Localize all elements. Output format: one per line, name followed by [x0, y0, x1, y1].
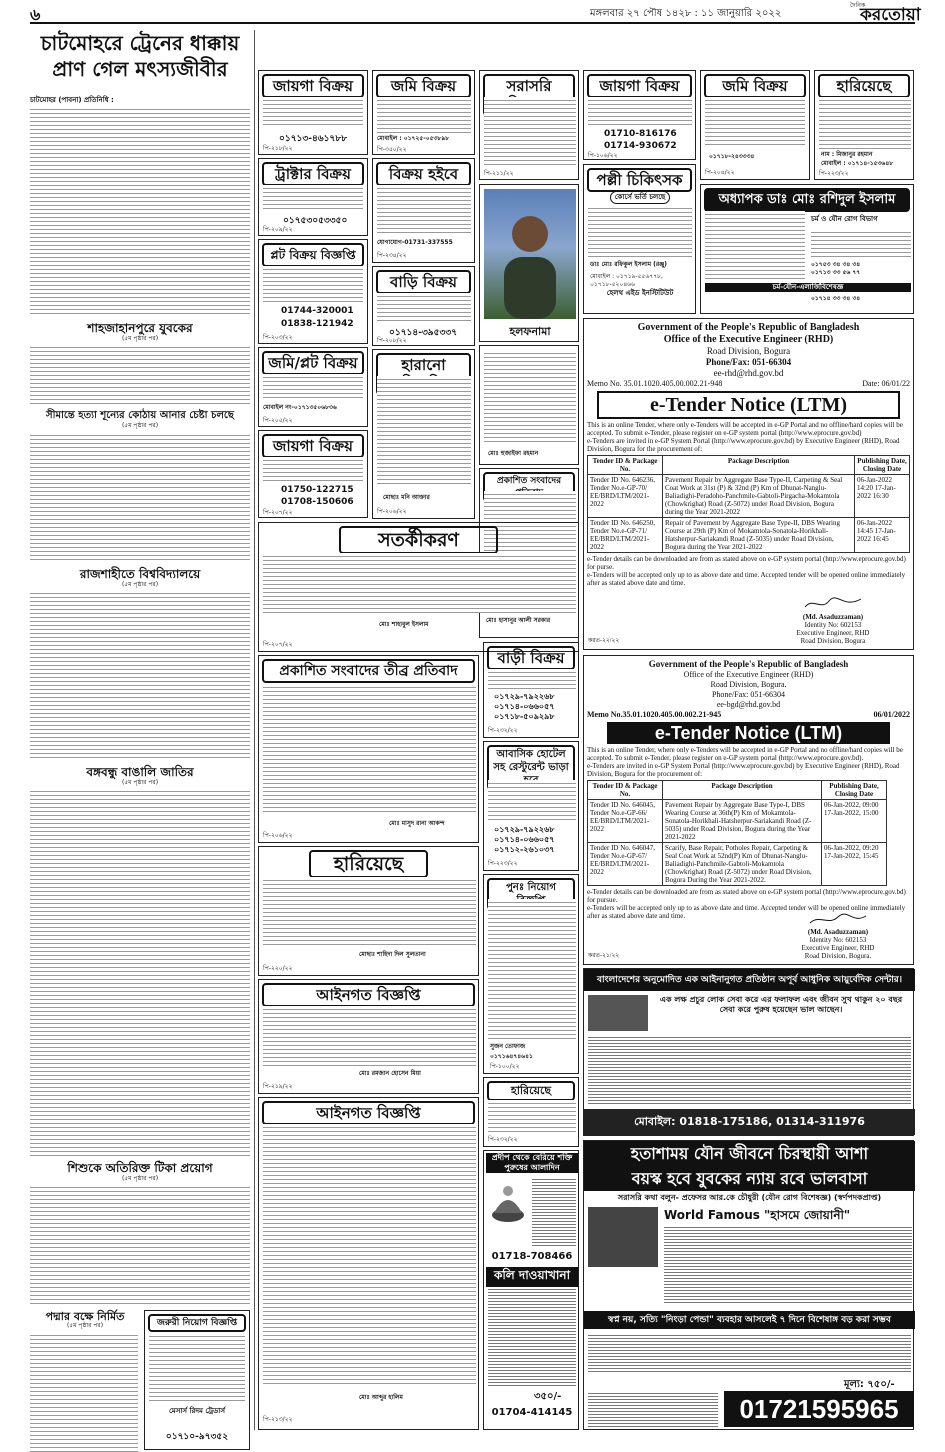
tender-2-intro: This is an online Tender, where only e-Tenders will be accepted in e-GP Portal and no offline/hard copies will be accepted. To submit e-Tender, please register on e-GP system portal (http://www.eprocure.gov.bd). [587, 746, 903, 762]
legal-notice-ad-2 [258, 1097, 479, 1430]
affidavit-photo [484, 189, 576, 319]
land-sale-3-body [263, 457, 363, 483]
land-sale-3-ref: পি-২০৭/২২ [263, 509, 293, 516]
professor-phone-1: ০১৭৫৩ ৩৪ ৩৪ ৩৪ [811, 261, 861, 268]
house-sale-ad-2 [483, 642, 579, 738]
urgent-recruitment-phone: ০১৭১০-৯৭৩৫২ [165, 1432, 229, 1442]
legal-2-title: আইনগত বিজ্ঞপ্তি [262, 1101, 475, 1125]
land-sale-ad-1 [258, 70, 368, 155]
page-header [30, 0, 921, 25]
ayurvedic-photo [588, 995, 648, 1031]
hotel-rent-ad [483, 741, 579, 871]
legal-1-body [263, 1006, 476, 1066]
ayurvedic-body [588, 1035, 911, 1105]
house-sale-2-phone-2: ০১৭১৪-০৬৬০৫৭ [494, 702, 555, 711]
re-recruitment-ad [483, 874, 579, 1074]
legal-notice-ad-1 [258, 979, 479, 1094]
sale-notice-ad [372, 158, 475, 263]
missing-1-ref: পি-২২৩/২২ [819, 170, 849, 177]
land-sale-4-phone-2: 01714-930672 [604, 141, 677, 151]
tender-1-foot-2: e-Tenders will be accepted only up to as above date and time. Accepted tender will be opened online immediately after as stated above date and time. [587, 571, 906, 587]
rural-doctor-ad [583, 164, 696, 314]
tender-2-signer: (Md. Asaduzzaman) [807, 928, 869, 936]
rural-doctor-name: ডাঃ মোঃ রফিকুল ইসলাম (রঞ্জু) [590, 261, 668, 268]
legal-2-ref: পি-২১৩/২২ [263, 1416, 293, 1423]
professor-clinic: চর্ম-যৌন-এলার্জিবিশেষজ্ঞ [705, 283, 911, 292]
lead-body [30, 106, 250, 316]
plot-sale-ref: পি-২০৩/২২ [263, 334, 293, 341]
land-plot-sale-body [263, 374, 363, 400]
warning-notice-ad [258, 522, 579, 652]
padma-headline: পদ্মার বক্ষে নির্মিত [45, 1310, 125, 1323]
tender-2-signer-title: Executive Engineer, RHD [801, 944, 875, 952]
shahjahanpur-body [30, 344, 250, 404]
lead-byline: চাটমোহর (পাবনা) প্রতিনিধি : [30, 96, 114, 104]
simanta-cont: (৫ম পৃষ্ঠার পর) [121, 422, 159, 429]
tender-2-col-date: Publishing Date, Closing Date [822, 781, 887, 800]
big-ad-photo [588, 1207, 658, 1267]
direct-recruitment-body [484, 97, 576, 167]
tender-1-signer-id: Identity No: 602153 [804, 621, 862, 629]
missing-2-ref: পি-২২০/২২ [263, 965, 293, 972]
ayurvedic-ad [583, 968, 914, 1136]
rural-doctor-phone: মোবাইল : ০১৭১৯-৫৫৬৭৭৮, ০১৭১৮-৫২০৪৬৬ [590, 273, 663, 288]
big-ad-brand: World Famous "হাসমে জোয়ানী" [664, 1208, 851, 1222]
tender-2-phone: Phone/Fax: 051-66304 [711, 690, 786, 699]
pharmacy-price: ৩৫০/- [534, 1391, 562, 1402]
land-sale-2-phone: মোবাইল : ০১৭২৫-০৫৩৮৯৮ [377, 135, 450, 142]
sale-notice-body [377, 185, 471, 235]
tender-1-ref: করত-২২/২২ [588, 638, 620, 644]
missing-3-body [488, 1100, 576, 1132]
table-row [588, 518, 910, 553]
tender-2-col-desc: Package Description [663, 781, 822, 800]
rajshahi-body [30, 590, 250, 760]
tender-1-row-2-date: 06-Jan-2022 14:45 17-Jan-2022 16:45 [855, 518, 910, 553]
tender-1-intro: This is an online Tender, where only e-Tenders will be accepted in e-GP Portal and no offline/hard copies will be accepted. To submit e-Tender, please register on e-GP system portal (http://www.eprocure.gov.bd) [587, 421, 903, 437]
affidavit-text-ad [479, 345, 579, 465]
hotel-rent-ref: পি-২২৩/২২ [488, 860, 518, 867]
land-sale-5-title: জমি বিক্রয় [704, 74, 806, 98]
missing-2-signer: মোছাঃ শাহিদা দিল সুলতানা [359, 951, 426, 958]
land-sale-4-body [588, 97, 692, 127]
land-sale-4-phone-1: 01710-816176 [604, 129, 677, 139]
affidavit-body [484, 350, 576, 442]
tender-1-header-row [588, 456, 910, 475]
person-photo-icon [484, 189, 576, 319]
tender-1-col-date: Publishing Date, Closing Date [855, 456, 910, 475]
tractor-sale-ref: পি-২০৯/২২ [263, 226, 293, 233]
missing-notice-ad-2 [258, 846, 479, 976]
urgent-recruitment-ad [144, 1310, 250, 1450]
land-sale-ad-2 [372, 70, 475, 155]
land-sale-4-ref: পি-১০৬/২২ [588, 152, 618, 159]
pharmacy-phone-2: 01704-414145 [491, 1407, 573, 1418]
tender-2-office: Office of the Executive Engineer (RHD) [683, 670, 814, 679]
signature-icon [803, 597, 863, 611]
page-number: ৬ [30, 5, 41, 24]
tender-1-signer-title: Executive Engineer, RHD [796, 629, 870, 637]
bangabandhu-body [30, 788, 250, 1156]
tender-2-intro-2: e-Tenders are invited in e-GP System Portal (http://www.eprocure.gov.bd) by Executive Engineer (RHD), Road Division, Bogura for the procurement of: [587, 762, 900, 778]
tender-2-memo: Memo No.35.01.1020.405.00.002.21-945 [587, 710, 722, 719]
sale-notice-title: বিক্রয় হইবে [376, 162, 471, 186]
land-sale-5-phone: ০১৭১৮-২৪৩৩৩৪ [709, 153, 755, 160]
lost-notice-ref: পি-২০৬/২২ [377, 508, 407, 515]
pharmacy-lamp-title: প্রদীপ থেকে বেরিয়ে শক্তি পুরুষের আলাদিন [486, 1153, 578, 1173]
tender-2-row-2-date: 06-Jan-2022, 09:20 17-Jan-2022, 15:45 [822, 843, 887, 886]
tender-1-gov: Government of the People's Republic of Bangladesh [637, 322, 860, 333]
house-sale-2-title: বাড়ী বিক্রয় [487, 646, 575, 670]
tender-2-foot-1: e-Tender details can be downloaded are from as stated above on e-GP system portal (http://www.eprocure.gov.bd) for pursue. [587, 888, 906, 904]
tender-2-gov: Government of the People's Republic of Bangladesh [648, 659, 849, 669]
tender-2-table [587, 780, 887, 886]
tractor-sale-body [263, 185, 363, 209]
tender-1-row-2-desc: Repair of Pavement by Aggregate Base Type-II, DBS Wearing Course at 29th (P) Km of Mokamtola-Sonatola-Horikhali-Hatsherpur-Sariakandi Road (Z-5035) under Road Division, Bogura during the Year 2021-2022 [663, 518, 855, 553]
plot-sale-phone-1: 01744-320001 [281, 306, 354, 316]
sale-notice-phone: যোগাযোগ-01731-337555 [377, 239, 453, 246]
lamp-icon [488, 1177, 528, 1227]
plot-sale-body [263, 266, 363, 302]
tender-1-row-1-desc: Pavement Repair by Aggregate Base Type-II, Carpeting & Seal Coat Work at 31st (P) & 32nd (P) Km of Dhunat-Nanglu-Baliadighi-Peradoho-Panchmile-Gabtoli-Pirgacha-Mokamtola (Chowkrighat) Road (Z-5072) under Road Division, Bogura during the Year 2021-2022 [663, 475, 855, 518]
tender-2-row-2-id: Tender ID No. 646047, Tender No.e-GP-67/ EE/BRD/LTM/2021-2022 [588, 843, 663, 886]
house-sale-1-phone: ০১৭১৪-৩৯৫৩৩৭ [389, 328, 458, 338]
tender-1-email: ee-rhd@rhd.gov.bd [713, 368, 784, 378]
tender-1-title: e-Tender Notice (LTM) [597, 391, 900, 419]
land-sale-ad-4 [583, 70, 696, 160]
house-sale-1-body [377, 293, 471, 323]
land-sale-5-ref: পি-২০৪/২২ [705, 169, 735, 176]
missing-3-title: হারিয়েছে [487, 1081, 575, 1101]
tender-1-col-id: Tender ID & Package No. [588, 456, 663, 475]
re-recruitment-ref: পি-১০০/২২ [490, 1063, 520, 1070]
house-sale-ad-1 [372, 266, 475, 346]
missing-3-ref: পি-২৩২/২২ [488, 1136, 518, 1143]
land-sale-1-phone: ০১৭১৩-৪৬১৭৮৮ [279, 134, 348, 144]
land-sale-3-phone-2: 01708-150606 [281, 497, 354, 507]
simanta-headline: সীমান্তে হত্যা শূন্যের কোঠায় আনার চেষ্টা চলছে [46, 410, 234, 421]
tender-2-signature-block [773, 914, 903, 960]
house-sale-2-phone-1: ০১৭২৯-৭৯২২৬৮ [494, 692, 555, 701]
big-ad-strip: স্বপ্ন নয়, সত্যি "নিংড়া পেন্ডা" ব্যবহার আসলেই ৭ দিনে বিশেষাঙ্গ বড় করা সম্ভব [584, 1311, 915, 1329]
missing-notice-ad-3 [483, 1077, 579, 1147]
rural-doctor-title: পল্লী চিকিৎসক [587, 168, 692, 192]
tender-2-memo-row [587, 710, 910, 720]
tractor-sale-phone: ০১৭৫৩০৫৩৩৫০ [283, 216, 348, 226]
legal-1-ref: পি-২১৯/২২ [263, 1083, 293, 1090]
ayurvedic-sub: এক লক্ষ প্রচুর লোক সেবা করে এর ফলাফল এবং জীবন সুখ থাকুন ২০ বছর সেবা করে পুরুষ হয়েছেন ভাল আছেন। [659, 995, 903, 1014]
land-sale-2-body [377, 97, 471, 133]
tender-2-row-1-date: 06-Jan-2022, 09:00 17-Jan-2022, 15:00 [822, 800, 887, 843]
header-date: মঙ্গলবার ২৭ পৌষ ১৪২৮ : ১১ জানুয়ারি ২০২২ [590, 8, 782, 19]
ayurvedic-banner: বাংলাদেশের অনুমোদিত এক আইনানুগত প্রতিষ্ঠান অপূর্ব আধুনিক আয়ুর্বেদিক সেন্টার। [584, 969, 915, 991]
warning-signer: মোঃ শাহাবুল ইসলাম [379, 621, 429, 628]
professor-phone-2: ০১৭১৩ ৩৩ ৫৬ ৭৭ [811, 269, 861, 276]
tractor-sale-ad [258, 158, 368, 236]
tender-1-row-2-id: Tender ID No. 646250, Tender No.e-GP-71/ EE/BRD/LTM/2021-2022 [588, 518, 663, 553]
big-ad-heading [584, 1141, 915, 1191]
tender-2-foot-2: e-Tenders will be accepted only up to as above date and time. Accepted tender will be opened online immediately after as stated above date and time. [587, 904, 906, 920]
tender-2-date: 06/01/2022 [873, 710, 910, 719]
professor-right-body [811, 229, 911, 259]
lead-headline: চাটমোহরে ট্রেনের ধাক্কায় প্রাণ গেল মৎস্যজীবীর [40, 31, 240, 81]
big-ad-body-2 [588, 1333, 911, 1373]
warning-title: সতর্কীকরণ [339, 526, 498, 554]
tender-1-intro-2: e-Tenders are invited in e-GP System Portal (http://www.eprocure.gov.bd) by Executive Engineer (RHD), Road Division, Bogura for the procurement of: [587, 437, 900, 453]
masthead: করতোয়া [860, 5, 921, 25]
land-plot-sale-ref: পি-২০৫/২২ [263, 417, 293, 424]
bangabandhu-headline: বঙ্গবন্ধু বাঙালি জাতির [86, 765, 194, 779]
pharmacy-body-2 [488, 1287, 576, 1387]
rural-doctor-institute: হেলথ এইড ইনস্টিটিউট [606, 289, 674, 297]
land-plot-sale-phone: মোবাইল নং-০১৭১৩৫০৬৮৩৬ [263, 404, 337, 411]
big-health-ad [583, 1140, 914, 1430]
re-recruitment-body [488, 899, 576, 1039]
urgent-recruitment-company: মেসার্স রিদম ট্রেডার্স [169, 1407, 225, 1415]
simanta-body [30, 432, 250, 562]
legal-2-body [263, 1124, 476, 1384]
legal-1-signer: মোঃ রমজান হোসেন মিয়া [359, 1070, 421, 1077]
signature-icon [808, 914, 868, 926]
tender-1-row-1-id: Tender ID No. 646236, Tender No.e-GP-70/ EE/BRD/LTM/2021-2022 [588, 475, 663, 518]
sale-notice-ref: পি-২৩৪/২২ [377, 252, 407, 259]
big-ad-title-2: বয়স্ক হবে যুবকের ন্যায় রবে ভালবাসা [631, 1169, 868, 1188]
tender-2-title: e-Tender Notice (LTM) [607, 722, 890, 744]
professor-ad [700, 184, 914, 314]
big-ad-body-1 [664, 1225, 912, 1305]
tender-1-signature-block [763, 597, 903, 645]
land-sale-ad-5 [700, 70, 810, 180]
land-sale-1-body [263, 97, 363, 127]
news-column [30, 30, 250, 1442]
pharmacy-body-1 [532, 1177, 576, 1247]
big-ad-subtitle: সরাসরি কথা বলুন- প্রফেসর আর.কে চৌধুরী (যৌন রোগ বিশেষজ্ঞ) (স্বর্ণপদকপ্রাপ্ত) [617, 1193, 882, 1202]
land-sale-5-body [705, 97, 805, 147]
tender-1-signer-div: Road Division, Bogura [800, 637, 866, 645]
hotel-rent-phone-3: ০১৭১২-২৬১০৩৭ [494, 845, 555, 854]
shishu-headline: শিশুকে অতিরিক্ত টিকা প্রয়োগ [67, 1161, 213, 1175]
direct-recruitment-ref: পি-২১১/২২ [484, 170, 514, 177]
protest-2-signer: মোঃ মাসুদ রানা আকন্দ [389, 820, 445, 827]
missing-1-title: হারিয়েছে [818, 74, 910, 98]
plot-sale-title: প্লট বিক্রয় বিজ্ঞপ্তি [262, 243, 364, 267]
tender-1-foot-1: e-Tender details can be downloaded are from as stated above on e-GP system portal (http://www.eprocure.gov.bd) for purse. [587, 555, 906, 571]
professor-title: অধ্যাপক ডাঃ মোঃ রশিদুল ইসলাম [704, 188, 910, 212]
land-sale-2-ref: পি-৩৫০/২২ [377, 146, 407, 153]
tender-notice-1 [583, 318, 914, 650]
house-sale-1-ref: পি-২০৮/২২ [377, 337, 407, 344]
tender-1-memo: Memo No. 35.01.1020.405.00.002.21-948 [587, 379, 723, 388]
shishu-cont: (৫ম পৃষ্ঠার পর) [121, 1175, 159, 1182]
protest-2-ref: পি-২০৬/২২ [263, 832, 293, 839]
direct-recruitment-title: সরাসরি [483, 74, 575, 116]
house-sale-2-phone-3: ০১৭১৮-৫০৯২৯৮ [494, 712, 555, 721]
tender-2-ref: করত-২১/২২ [588, 953, 620, 959]
big-ad-phone: 01721595965 [724, 1391, 914, 1427]
legal-2-signer: মোঃ আব্দুর হালিম [359, 1394, 403, 1401]
tender-1-table [587, 455, 910, 553]
protest-1-title: প্রকাশিত সংবাদের [483, 472, 575, 502]
missing-2-body [263, 877, 476, 947]
plot-sale-phone-2: 01838-121942 [281, 319, 354, 329]
tender-1-col-desc: Package Description [663, 456, 855, 475]
lost-notice-ad [372, 349, 475, 519]
land-sale-ad-3 [258, 430, 368, 518]
lost-notice-signer: মোছাঃ মনি আক্তার [383, 494, 430, 501]
tender-2-header-row [588, 781, 887, 800]
protest-2-body [263, 684, 476, 814]
table-row [588, 843, 887, 886]
hotel-rent-title: আবাসিক হোটেল সহ রেস্টুরেন্ট ভাড়া [487, 745, 575, 790]
land-plot-sale-ad [258, 347, 368, 427]
affidavit-caption: হলফনামা [509, 325, 551, 338]
house-sale-2-ref: পি-২৩২/২২ [488, 727, 518, 734]
tender-1-row-1-date: 06-Jan-2022 14:20 17-Jan-2022 16:30 [855, 475, 910, 518]
column-divider [254, 30, 255, 1430]
tender-2-email: ee-bgd@rhd.gov.bd [716, 700, 781, 709]
pharmacy-ad [483, 1150, 579, 1430]
protest-1-signer: মোঃ হাসানুর আলী সরকার [486, 617, 551, 624]
house-sale-1-title: বাড়ি বিক্রয় [376, 270, 471, 294]
land-sale-4-title: জায়গা বিক্রয় [587, 74, 692, 98]
table-row [588, 800, 887, 843]
land-sale-1-ref: পি-২১৮/২২ [263, 145, 293, 152]
re-recruitment-title: পুনঃ নিয়োগ [487, 878, 575, 910]
tender-2-col-id: Tender ID & Package No. [588, 781, 663, 800]
plot-sale-ad [258, 239, 368, 344]
re-recruitment-signer: সুজন তোফাজ [490, 1043, 526, 1050]
protest-2-title: প্রকাশিত সংবাদের তীব্র প্রতিবাদ [262, 659, 475, 683]
direct-recruitment-ad [479, 70, 579, 180]
big-ad-address [588, 1391, 718, 1427]
missing-1-phone: মোবাইল : ০১৭১৪-১৫৩৬৪৮ [821, 160, 894, 167]
land-sale-3-title: জায়গা বিক্রয় [262, 434, 364, 458]
padma-cont: (৫ম পৃষ্ঠার পর) [66, 1322, 104, 1329]
legal-1-title: আইনগত বিজ্ঞপ্তি [262, 983, 475, 1007]
tender-1-phonefax: Phone/Fax: 051-66304 [705, 357, 792, 367]
table-row [588, 475, 910, 518]
big-ad-title-1: হতাশাময় যৌন জীবনে চিরস্থায়ী আশা [630, 1144, 869, 1163]
affidavit-photo-ad [479, 184, 579, 342]
pharmacy-phone-1: 01718-708466 [491, 1251, 573, 1262]
professor-department: চর্ম ও যৌন রোগ বিভাগ [811, 215, 878, 223]
bangabandhu-cont: (৫ম পৃষ্ঠার পর) [121, 779, 159, 786]
tender-1-date: Date: 06/01/22 [862, 379, 910, 388]
missing-1-body [819, 97, 911, 149]
tender-2-row-1-desc: Pavement Repair by Aggregate Base Type-I, DBS Wearing Course at 36th(P) Km of Mokamtola-Sonatola-Horikhali-Hatsherpur-Sariakandi Road (Z-5035) under Road Division, Bogura during the Year 2021-2022 [663, 800, 822, 843]
missing-2-title: হারিয়েছে [309, 850, 428, 878]
professor-left-body [705, 211, 805, 281]
rajshahi-headline: রাজশাহীতে বিশ্ববিদ্যালয়ে [79, 567, 201, 581]
tender-1-office: Office of the Executive Engineer (RHD) [663, 334, 834, 345]
tender-1-memo-row [587, 379, 910, 389]
hotel-rent-body [488, 780, 576, 820]
tender-2-signer-id: Identity No: 602153 [809, 936, 867, 944]
tender-2-division: Road Division, Bogura. [710, 680, 787, 689]
tender-2-row-2-desc: Scarify, Base Repair, Potholes Repair, Carpeting & Seal Coat Work at 52nd(P) Km of Dhunat-Nanglu-Baliadighi-Panchmile-Gabtoli-Mokamtola (Chowkrighat) Road (Z-5072) under Road Division, Bogura During the Year 2021-2022. [663, 843, 822, 886]
hotel-rent-phone-2: ০১৭১৪-০৬৬০৫৭ [494, 835, 555, 844]
affidavit-name: মোঃ হুজাইফা রহমান [488, 450, 539, 457]
warning-ref: পি-২০৭/২২ [263, 641, 293, 648]
lost-notice-body [377, 376, 471, 486]
rural-doctor-body [588, 205, 692, 257]
professor-phone-3: ০১৭১৪ ৩৩ ৩৪ ৩৪ [811, 295, 861, 302]
urgent-recruitment-title: জরুরী নিয়োগ বিজ্ঞপ্তি [148, 1314, 246, 1332]
pharmacy-name: কলি দাওয়াখানা [486, 1267, 578, 1287]
land-sale-1-title: জায়গা বিক্রয় [262, 74, 364, 98]
land-sale-2-title: জমি বিক্রয় [376, 74, 471, 98]
padma-body [30, 1332, 138, 1452]
tender-2-row-1-id: Tender ID No. 646045, Tender No.e-GP-66/ EE/BRD/LTM/2021-2022 [588, 800, 663, 843]
big-ad-price: মূল্য: ৭৫০/- [844, 1379, 895, 1390]
rajshahi-cont: (৫ম পৃষ্ঠার পর) [121, 581, 159, 588]
re-recruitment-phone: ০১৭১৬৪৭৪৬৪১ [490, 1053, 533, 1060]
tender-2-signer-div: Road Division, Bogura. [804, 952, 872, 960]
missing-notice-ad-1 [814, 70, 914, 180]
shahjahanpur-cont: (৫ম পৃষ্ঠার পর) [121, 335, 159, 342]
rural-doctor-sub-text: কোর্সে ভর্তি চলছে [610, 191, 671, 204]
tender-1-signer: (Md. Asaduzzaman) [802, 613, 864, 621]
tender-1-division: Road Division, Bogura [706, 346, 791, 356]
house-sale-2-body [488, 669, 576, 689]
hotel-rent-phone-1: ০১৭২৯-৭৯২২৬৮ [494, 825, 555, 834]
shishu-body [30, 1184, 250, 1304]
missing-1-name: নাম : মিজানুর রহমান [821, 151, 873, 158]
masthead-small: দৈনিক [850, 2, 866, 9]
lost-notice-title: হারানো [376, 353, 471, 395]
urgent-recruitment-body [149, 1333, 245, 1403]
tender-notice-2 [583, 655, 914, 965]
land-sale-3-phone-1: 01750-122715 [281, 485, 354, 495]
protest-notice-ad-2 [258, 655, 479, 843]
shahjahanpur-headline: শাহজাহানপুরে যুবকের [87, 321, 193, 335]
tractor-sale-title: ট্রাক্টার বিক্রয় [262, 162, 364, 186]
ayurvedic-phone: মোবাইল: 01818-175186, 01314-311976 [584, 1109, 915, 1135]
warning-body [263, 553, 576, 613]
rural-doctor-sub [588, 191, 692, 204]
land-plot-sale-title: জমি/প্লট বিক্রয় [262, 351, 364, 375]
